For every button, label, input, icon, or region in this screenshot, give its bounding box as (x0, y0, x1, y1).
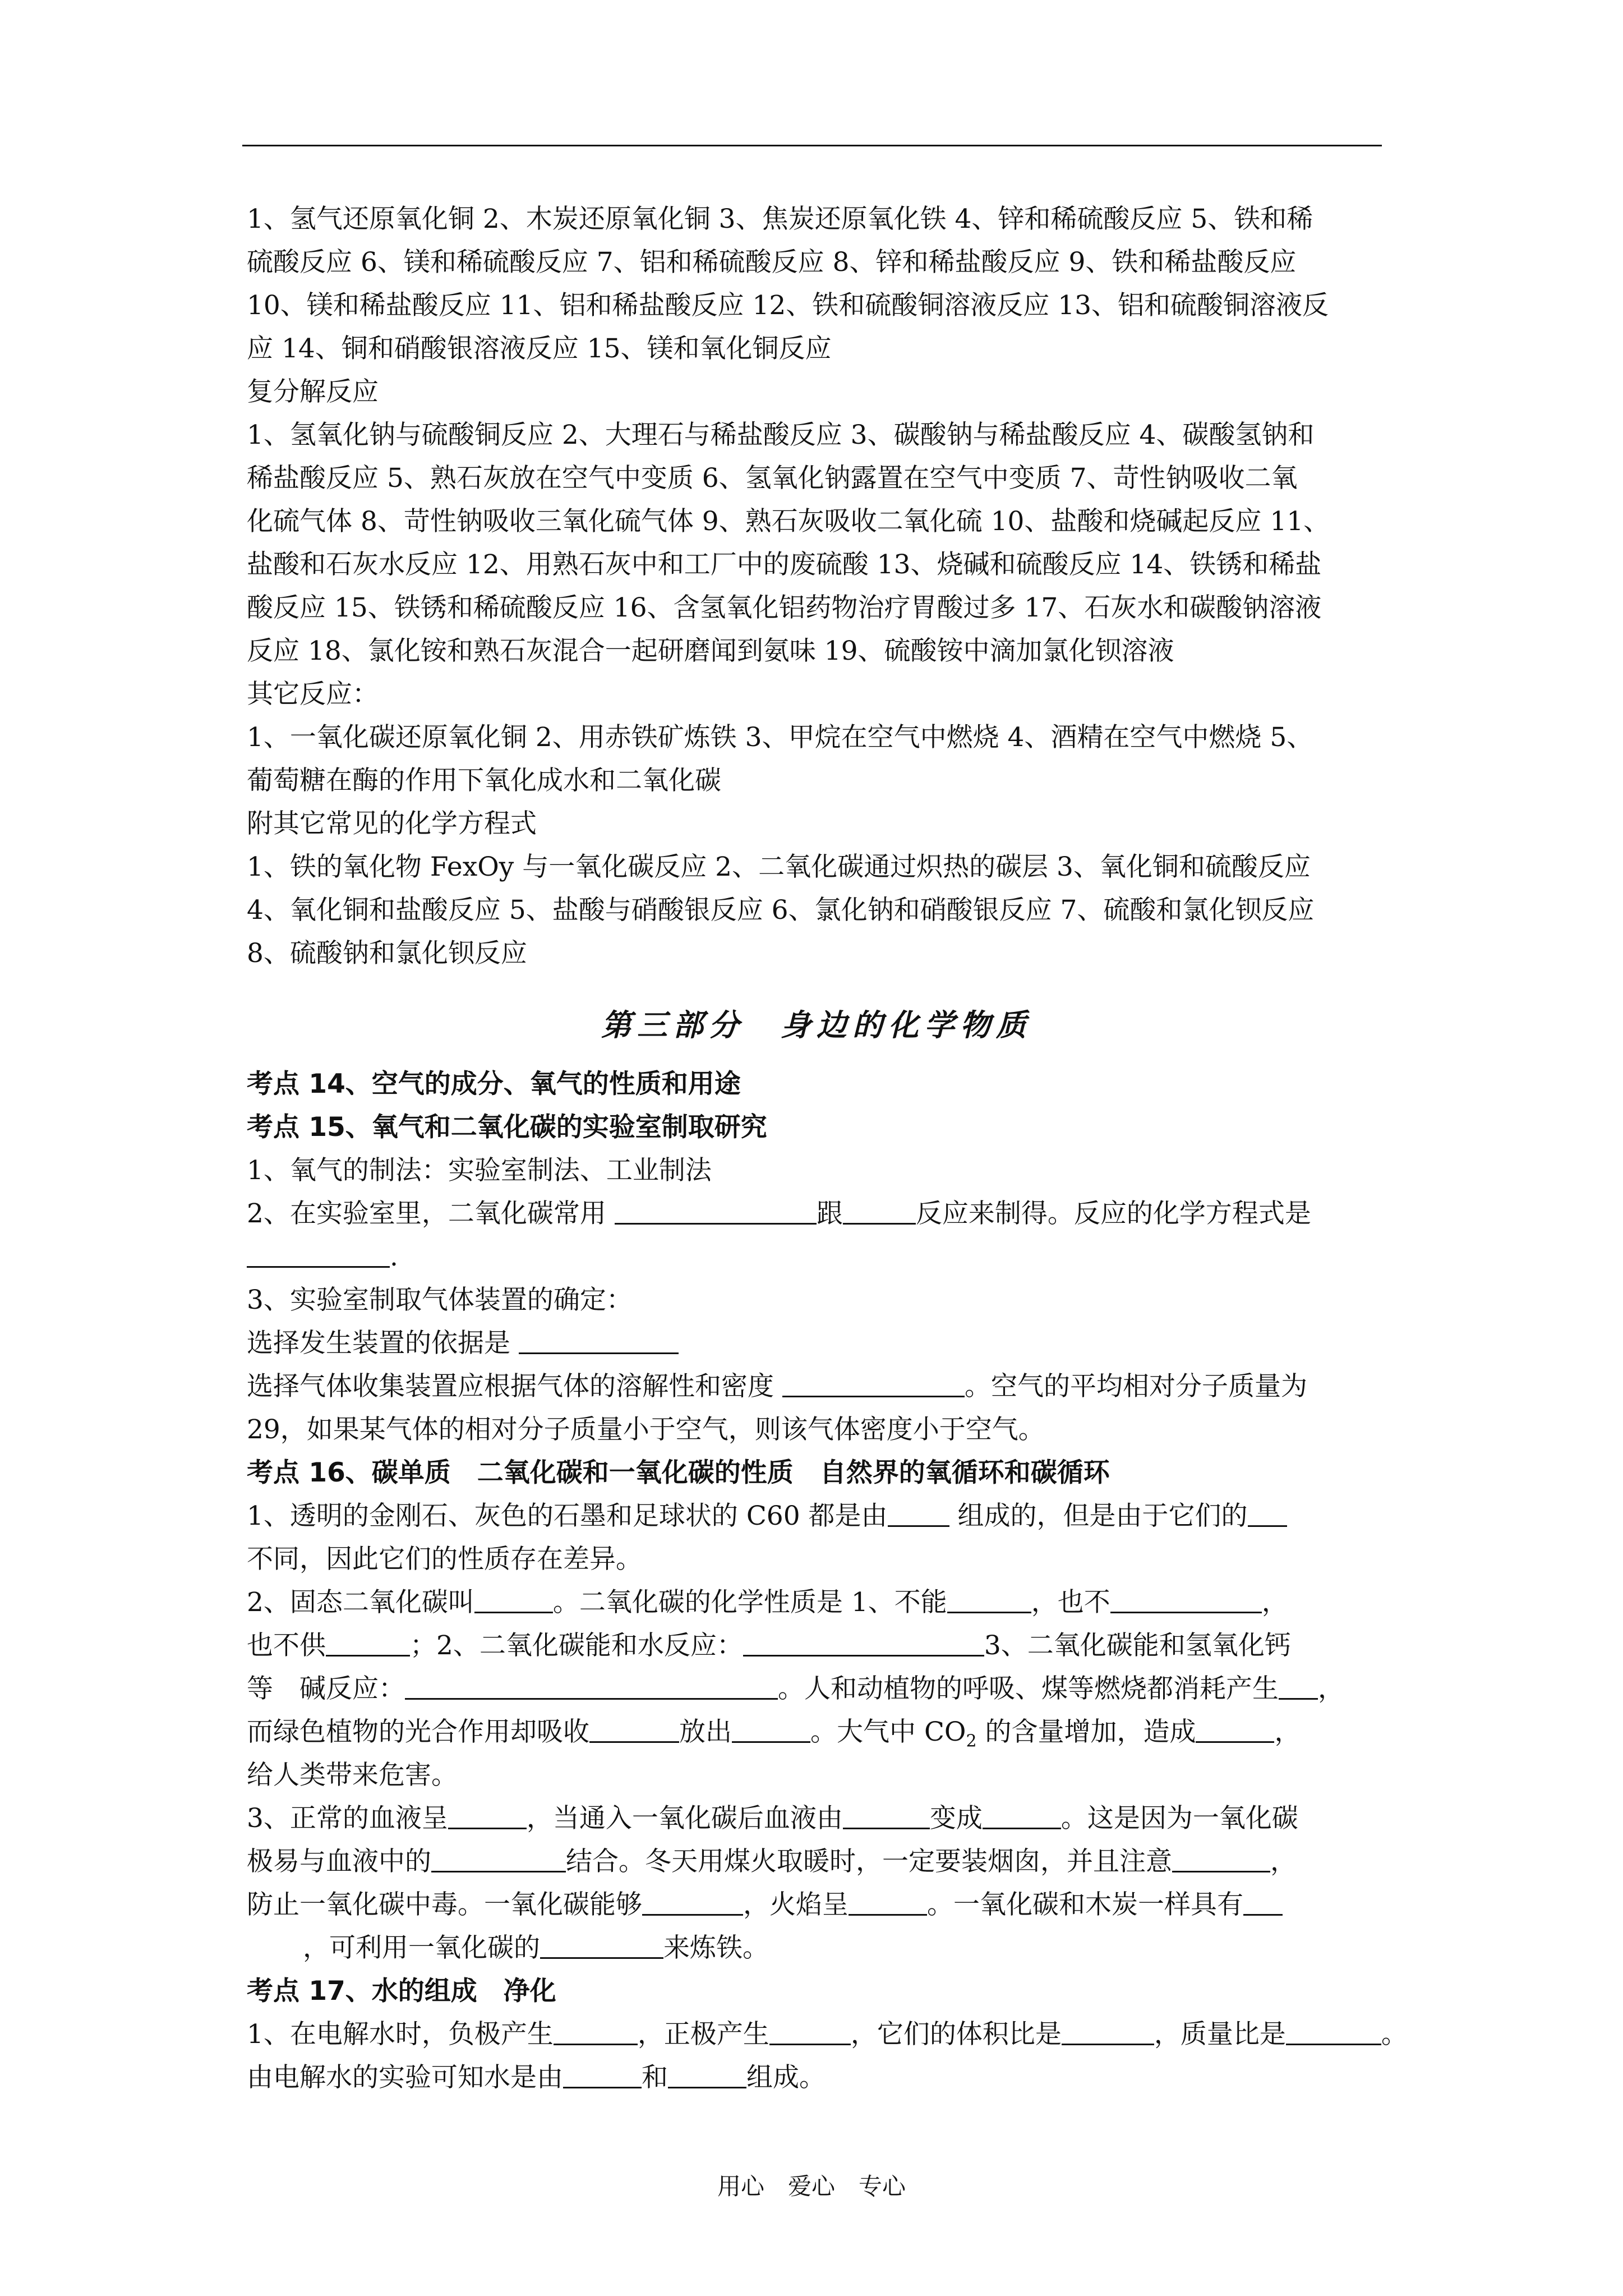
text-line: 反应 18、氯化铵和熟石灰混合一起研磨闻到氨味 19、硫酸铵中滴加氯化钡溶液 (247, 636, 1174, 666)
answer-blank[interactable] (448, 1801, 527, 1829)
answer-blank[interactable] (405, 1671, 778, 1700)
question-line: . (247, 1235, 1615, 1278)
text-line: 葡萄糖在酶的作用下氧化成水和二氧化碳 (247, 765, 721, 796)
header-rule (242, 145, 1382, 146)
answer-blank[interactable] (947, 1585, 1031, 1613)
text-line: 1、氧气的制法：实验室制法、工业制法 (247, 1155, 712, 1186)
answer-blank[interactable] (563, 2060, 642, 2088)
answer-blank[interactable] (589, 1714, 679, 1743)
answer-blank[interactable] (843, 1801, 930, 1829)
answer-blank[interactable] (540, 1930, 663, 1959)
question-line: 而绿色植物的光合作用却吸收 放出 。大气中 $CO_2$ 的含量增加，造成 ， (247, 1710, 1615, 1754)
answer-blank[interactable] (247, 1239, 390, 1268)
answer-blank[interactable] (326, 1628, 410, 1657)
answer-blank[interactable] (983, 1801, 1061, 1829)
question-line: 2、在实验室里，二氧化碳常用 跟 反应来制得。反应的化学方程式是 (247, 1192, 1615, 1235)
question-line: 极易与血液中的 结合。冬天用煤火取暖时，一定要装烟囱，并且注意 ， (247, 1840, 1615, 1883)
answer-blank[interactable] (474, 1585, 553, 1613)
answer-blank[interactable] (782, 1369, 965, 1397)
question-line: ，可利用一氧化碳的 来炼铁。 (247, 1926, 1615, 1970)
text-line: 10、镁和稀盐酸反应 11、铝和稀盐酸反应 12、铁和硫酸铜溶液反应 13、铝和硫酸铜溶液反 (247, 290, 1329, 321)
answer-blank[interactable] (888, 1498, 949, 1527)
topic-heading: 考点 16、碳单质 二氧化碳和一氧化碳的性质 自然界的氧循环和碳循环 (247, 1457, 1110, 1488)
section-heading: 附其它常见的化学方程式 (247, 808, 537, 839)
answer-blank[interactable] (1248, 1498, 1287, 1527)
answer-blank[interactable] (554, 2017, 638, 2045)
answer-blank[interactable] (732, 1714, 810, 1743)
question-line: 也不供 ；2、二氧化碳能和水反应： 3、二氧化碳能和氢氧化钙 (247, 1624, 1615, 1667)
answer-blank[interactable] (849, 1887, 927, 1916)
section-heading: 复分解反应 (247, 376, 379, 407)
question-line: 防止一氧化碳中毒。一氧化碳能够 ，火焰呈 。一氧化碳和木炭一样具有 (247, 1883, 1615, 1926)
text-line: 1、氢氧化钠与硫酸铜反应 2、大理石与稀盐酸反应 3、碳酸钠与稀盐酸反应 4、碳酸氢钠和 (247, 420, 1315, 450)
answer-blank[interactable] (1110, 1585, 1262, 1613)
text-line: 29，如果某气体的相对分子质量小于空气，则该气体密度小于空气。 (247, 1414, 1045, 1445)
text-line: 1、一氧化碳还原氧化铜 2、用赤铁矿炼铁 3、甲烷在空气中燃烧 4、酒精在空气中燃烧 5、 (247, 722, 1313, 753)
text-line: 盐酸和石灰水反应 12、用熟石灰中和工厂中的废硫酸 13、烧碱和硫酸反应 14、铁锈和稀盐 (247, 549, 1322, 580)
answer-blank[interactable] (431, 1844, 566, 1872)
text-line: 应 14、铜和硝酸银溶液反应 15、镁和氧化铜反应 (247, 333, 832, 364)
answer-blank[interactable] (519, 1326, 679, 1354)
text-line: 8、硫酸钠和氯化钡反应 (247, 938, 527, 969)
text-line: 4、氧化铜和盐酸反应 5、盐酸与硝酸银反应 6、氯化钠和硝酸银反应 7、硫酸和氯化钡反应 (247, 895, 1315, 926)
answer-blank[interactable] (668, 2060, 746, 2088)
text-line: 不同，因此它们的性质存在差异。 (247, 1544, 642, 1575)
question-line: 选择气体收集装置应根据气体的溶解性和密度 。空气的平均相对分子质量为 (247, 1365, 1615, 1408)
text-line: 1、氢气还原氧化铜 2、木炭还原氧化铜 3、焦炭还原氧化铁 4、锌和稀硫酸反应 5、铁和稀 (247, 204, 1313, 234)
answer-blank[interactable] (1196, 1714, 1274, 1743)
question-line: 等 碱反应： 。人和动植物的呼吸、煤等燃烧都消耗产生 ， (247, 1667, 1615, 1710)
answer-blank[interactable] (769, 2017, 851, 2045)
question-line: 选择发生装置的依据是 (247, 1322, 1615, 1365)
question-line: 3、正常的血液呈 ，当通入一氧化碳后血液由 变成 。这是因为一氧化碳 (247, 1797, 1615, 1840)
topic-heading: 考点 15、氧气和二氧化碳的实验室制取研究 (247, 1112, 767, 1143)
question-line: 1、在电解水时，负极产生 ，正极产生 ，它们的体积比是 ，质量比是 。 (247, 2013, 1615, 2056)
answer-blank[interactable] (1279, 1671, 1318, 1700)
answer-blank[interactable] (615, 1196, 817, 1225)
document-body (247, 197, 1615, 2099)
topic-heading: 考点 14、空气的成分、氧气的性质和用途 (247, 1069, 741, 1099)
text-line: 稀盐酸反应 5、熟石灰放在空气中变质 6、氢氧化钠露置在空气中变质 7、苛性钠吸收二氧 (247, 463, 1298, 494)
part-title: 第三部分 身边的化学物质 (601, 1007, 1032, 1043)
text-line: 1、铁的氧化物 FexOy 与一氧化碳反应 2、二氧化碳通过炽热的碳层 3、氧化铜和硫酸反应 (247, 852, 1311, 882)
text-line: 酸反应 15、铁锈和稀硫酸反应 16、含氢氧化铝药物治疗胃酸过多 17、石灰水和碳酸钠溶液 (247, 592, 1322, 623)
answer-blank[interactable] (1286, 2017, 1381, 2045)
answer-blank[interactable] (1172, 1844, 1270, 1872)
answer-blank[interactable] (642, 1887, 743, 1916)
question-line: 2、固态二氧化碳叫 。二氧化碳的化学性质是 1、不能 ，也不 ， (247, 1581, 1615, 1624)
answer-blank[interactable] (1062, 2017, 1154, 2045)
text-line: 3、实验室制取气体装置的确定： (247, 1285, 633, 1315)
question-line: 由电解水的实验可知水是由 和 组成。 (247, 2056, 1615, 2099)
answer-blank[interactable] (1243, 1887, 1283, 1916)
text-line: 硫酸反应 6、镁和稀硫酸反应 7、铝和稀硫酸反应 8、锌和稀盐酸反应 9、铁和稀盐酸反应 (247, 247, 1297, 278)
question-line: 1、透明的金刚石、灰色的石墨和足球状的 C60 都是由 组成的，但是由于它们的 (247, 1494, 1615, 1538)
section-heading: 其它反应： (247, 679, 379, 710)
text-line: 化硫气体 8、苛性钠吸收三氧化硫气体 9、熟石灰吸收二氧化硫 10、盐酸和烧碱起反应 11、 (247, 506, 1330, 537)
answer-blank[interactable] (743, 1628, 984, 1657)
answer-blank[interactable] (843, 1196, 916, 1225)
text-line: 给人类带来危害。 (247, 1760, 458, 1791)
page-footer: 用心 爱心 专心 (717, 2173, 906, 2200)
topic-heading: 考点 17、水的组成 净化 (247, 1976, 556, 2007)
